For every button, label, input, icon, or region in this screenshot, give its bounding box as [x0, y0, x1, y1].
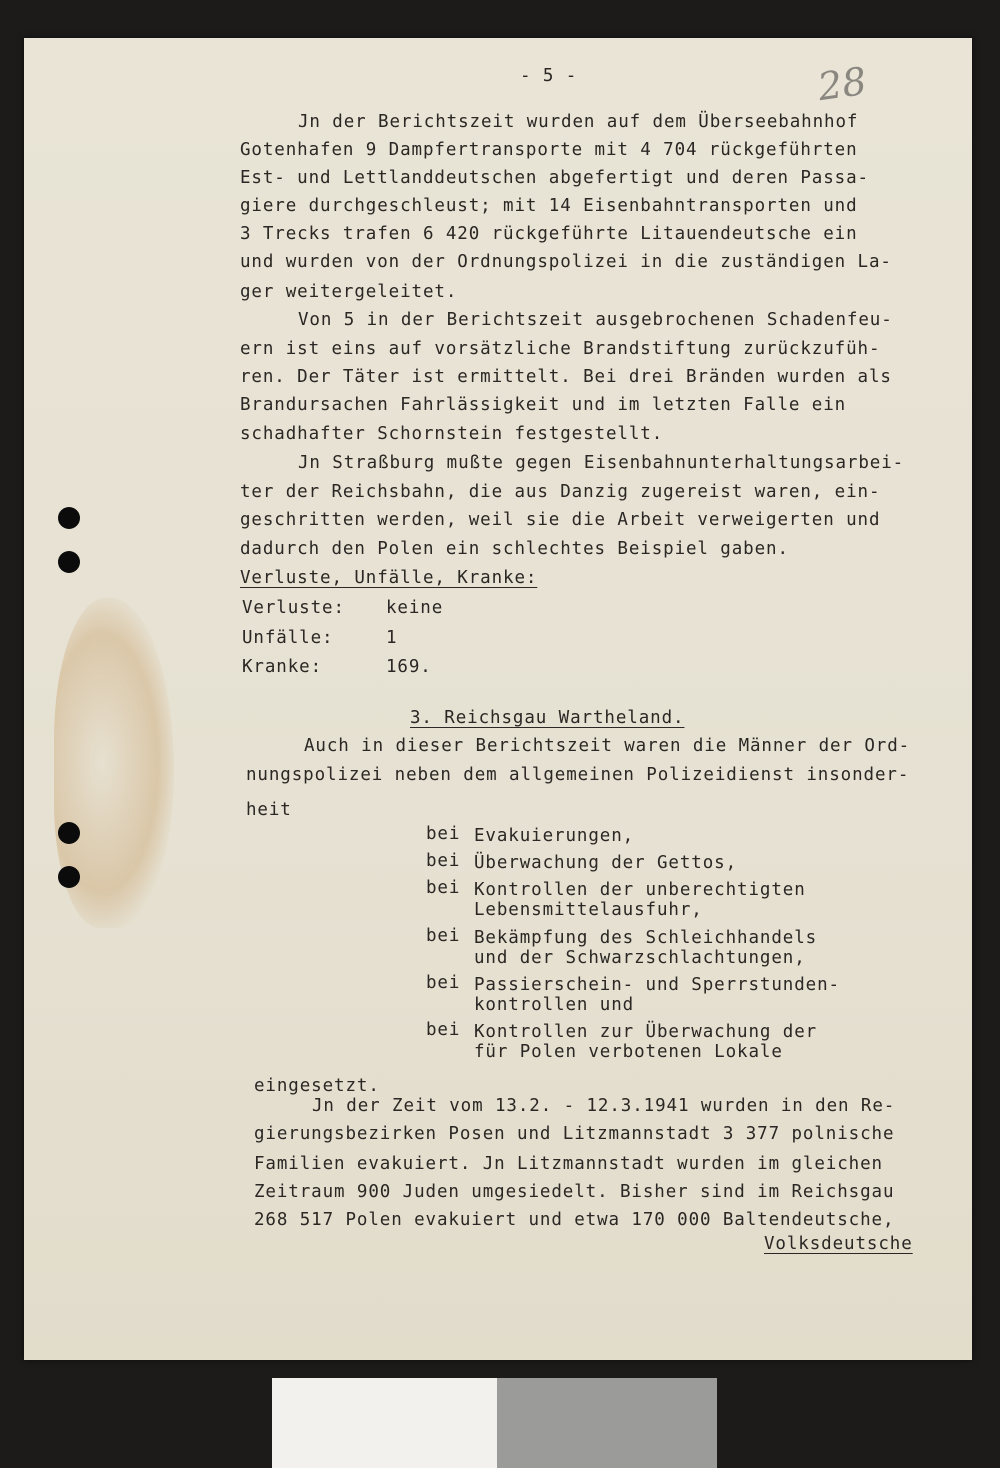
text-line: ren. Der Täter ist ermittelt. Bei drei Bränden wurden als	[240, 367, 892, 387]
bullet-item: Bekämpfung des Schleichhandels und der Schwarzschlachtungen,	[474, 928, 818, 968]
bullet-prefix: bei	[426, 1020, 461, 1040]
text-line: Jn der Zeit vom 13.2. - 12.3.1941 wurden in den Re-	[312, 1096, 896, 1116]
text-line: Brandursachen Fahrlässigkeit und im letzten Falle ein	[240, 395, 847, 415]
text-line: Familien evakuiert. Jn Litzmannstadt wurden im gleichen	[254, 1154, 883, 1174]
losses-label: Kranke:	[242, 657, 323, 677]
bullet-prefix: bei	[426, 851, 461, 871]
bullet-item: Kontrollen der unberechtigten Lebensmittelausfuhr,	[474, 880, 806, 920]
text-line: 3 Trecks trafen 6 420 rückgeführte Litauendeutsche ein	[240, 224, 858, 244]
losses-label: Unfälle:	[242, 628, 334, 648]
bullet-item: Evakuierungen,	[474, 826, 635, 846]
text-line: geschritten werden, weil sie die Arbeit verweigerten und	[240, 510, 881, 530]
text-line: dadurch den Polen ein schlechtes Beispiel gaben.	[240, 539, 789, 559]
losses-label: Verluste:	[242, 598, 345, 618]
bullet-prefix: bei	[426, 824, 461, 844]
text-line: eingesetzt.	[254, 1076, 380, 1096]
section-heading: 3. Reichsgau Wartheland.	[410, 708, 685, 728]
bullet-prefix: bei	[426, 926, 461, 946]
color-calibration-white	[272, 1378, 497, 1468]
text-line: ern ist eins auf vorsätzliche Brandstiftung zurückzufüh-	[240, 339, 881, 359]
text-line: Jn Straßburg mußte gegen Eisenbahnunterhaltungsarbei-	[298, 453, 905, 473]
text-line: giere durchgeschleust; mit 14 Eisenbahntransporten und	[240, 196, 858, 216]
punch-hole	[58, 866, 80, 888]
text-line: Zeitraum 900 Juden umgesiedelt. Bisher sind im Reichsgau	[254, 1182, 895, 1202]
bullet-item: Kontrollen zur Überwachung der für Polen verbotenen Lokale	[474, 1022, 818, 1062]
text-line: Von 5 in der Berichtszeit ausgebrochenen Schadenfeu-	[298, 310, 893, 330]
losses-heading: Verluste, Unfälle, Kranke:	[240, 568, 538, 588]
text-line: 268 517 Polen evakuiert und etwa 170 000 Baltendeutsche,	[254, 1210, 895, 1230]
text-line: ter der Reichsbahn, die aus Danzig zugereist waren, ein-	[240, 482, 881, 502]
text-line: Auch in dieser Berichtszeit waren die Männer der Ord-	[304, 736, 911, 756]
punch-hole	[58, 507, 80, 529]
folio-mark: 28	[815, 58, 870, 110]
bullet-prefix: bei	[426, 973, 461, 993]
text-line: heit	[246, 800, 292, 820]
text-line: und wurden von der Ordnungspolizei in die zuständigen La-	[240, 252, 892, 272]
text-line: nungspolizei neben dem allgemeinen Polizeidienst insonder-	[246, 765, 910, 785]
text-line: Gotenhafen 9 Dampfertransporte mit 4 704 rückgeführten	[240, 140, 858, 160]
losses-value: keine	[386, 598, 444, 618]
text-line: gierungsbezirken Posen und Litzmannstadt 3 377 polnische	[254, 1124, 895, 1144]
color-calibration-grey	[497, 1378, 717, 1468]
punch-hole	[58, 551, 80, 573]
losses-value: 1	[386, 628, 398, 648]
text-line: schadhafter Schornstein festgestellt.	[240, 424, 664, 444]
text-line: ger weitergeleitet.	[240, 282, 458, 302]
bullet-item: Passierschein- und Sperrstunden- kontrollen und	[474, 975, 840, 1015]
bullet-item: Überwachung der Gettos,	[474, 853, 738, 873]
text-line: Est- und Lettlanddeutschen abgefertigt und deren Passa-	[240, 168, 869, 188]
losses-value: 169.	[386, 657, 432, 677]
bullet-prefix: bei	[426, 878, 461, 898]
text-line: Jn der Berichtszeit wurden auf dem Überseebahnhof	[298, 112, 859, 132]
catchword: Volksdeutsche	[764, 1234, 913, 1254]
page-number: - 5 -	[520, 66, 578, 86]
punch-hole	[58, 822, 80, 844]
